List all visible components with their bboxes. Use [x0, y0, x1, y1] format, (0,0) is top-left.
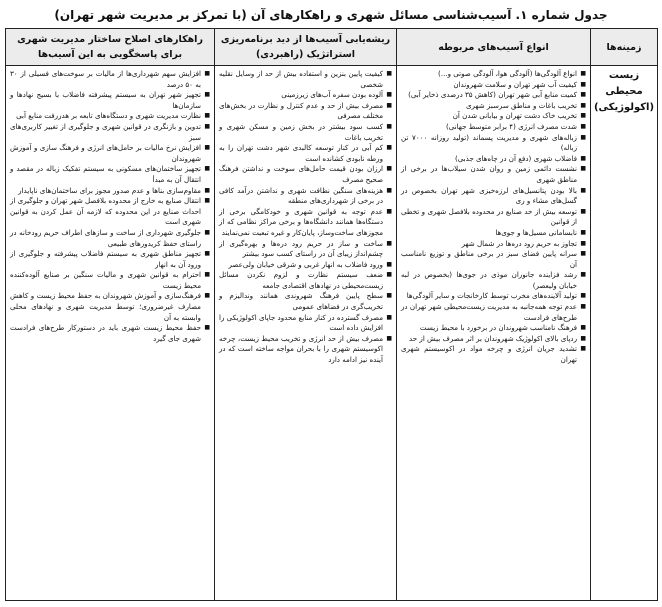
list-item: ■ تشدید جریان انرژی و چرخه مواد در اکوسیستم شهری تهران: [401, 344, 586, 365]
list-item: ■ آلوده بودن سفره آب‌های زیرزمینی: [219, 90, 392, 101]
list-item: ■ هزینه‌های سنگین نظافت شهری و نداشتن درآمد کافی در برخی از شهرداری‌های منطقه: [219, 186, 392, 207]
list-item: ■ کیفیت آب شهر تهران و سلامت شهروندان: [401, 80, 586, 91]
list-item: ■ نابسامانی مسیل‌ها و جوی‌ها: [401, 228, 586, 239]
list-item: ■ رشد فزاینده جانوران موذی در جوی‌ها (بخصوص در لبه خیابان ولیعصر): [401, 270, 586, 291]
list-item: ■ سرانه پایین فضای سبز در برخی مناطق و توزیع نامناسب آن: [401, 249, 586, 270]
list-item: ■ عدم توجه همه‌جانبه به مدیریت زیست‌محیطی شهر تهران در طرح‌های فرادست: [401, 302, 586, 323]
list-item: ■ زباله‌های شهری و مدیریت پسماند (تولید روزانه ۷۰۰۰ تن زباله): [401, 133, 586, 154]
header-types: انواع آسیب‌های مربوطه: [397, 29, 591, 66]
list-item: ■ فرهنگ‌سازی و آموزش شهروندان به حفظ محیط زیست و کاهش مصارف غیرضروری؛ توسط مدیریت شهری و نهادهای محلی وابسته به آن: [10, 291, 210, 323]
header-solutions: راهکارهای اصلاح ساختار مدیریت شهری برای پاسخگویی به این آسیب‌ها: [6, 29, 215, 66]
list-item: ■ کیفیت پایین بنزین و استفاده بیش از حد از وسایل نقلیه شخصی: [219, 69, 392, 90]
list-item: ■ تخریب خاک دشت تهران و بیابانی شدن آن: [401, 111, 586, 122]
domain-cell: زیست محیطی (اکولوژیکی): [591, 66, 658, 601]
roots-list: [216, 67, 395, 366]
solutions-cell: [6, 66, 215, 601]
list-item: ■ مقاوم‌سازی بناها و عدم صدور مجوز برای ساختمان‌های ناپایدار: [10, 186, 210, 197]
list-item: ■ ردپای بالای اکولوژیک شهروندان بر اثر مصرف بیش از حد: [401, 334, 586, 345]
list-item: ■ شدت مصرف انرژی (۴ برابر متوسط جهانی): [401, 122, 586, 133]
list-item: ■ ساخت و ساز در حریم رود دره‌ها و بهره‌گیری از چشم‌انداز زیبای آن در راستای کسب سود بیشتر: [219, 239, 392, 260]
list-item: ■ نظارت مدیریت شهری و دستگاه‌های تابعه بر هدررفت منابع آبی: [10, 111, 210, 122]
list-item: ■ کم آبی در کنار توسعه کالبدی شهر دشت تهران را به ورطه نابودی کشانده است: [219, 143, 392, 164]
list-item: ■ فرهنگ نامناسب شهروندان در برخورد با محیط زیست: [401, 323, 586, 334]
table-caption: جدول شماره ۱. آسیب‌شناسی مسائل شهری و راهکارهای آن (با تمرکز بر مدیریت شهر تهران): [54, 8, 608, 22]
table-header-row: [6, 29, 658, 66]
roots-cell: [215, 66, 397, 601]
list-item: ■ مصرف بیش از حد و عدم کنترل و نظارت در بخش‌های مختلف مصرفی: [219, 101, 392, 122]
list-item: ■ تدوین و بازنگری در قوانین شهری و جلوگیری از تغییر کاربری‌های سبز: [10, 122, 210, 143]
list-item: ■ افزایش نرخ مالیات بر حامل‌های انرژی و فرهنگ سازی و آموزش شهروندان: [10, 143, 210, 164]
header-roots: ریشه‌یابی آسیب‌ها از دید برنامه‌ریزی استراتژیک (راهبردی): [215, 29, 397, 66]
list-item: ■ تخریب باغات و مناطق سرسبز شهری: [401, 101, 586, 112]
list-item: ■ توسعه بیش از حد صنایع در محدوده بلافصل شهری و تخطی از قوانین: [401, 207, 586, 228]
list-item: ■ تجهیز مناطق شهری به سیستم فاضلاب پیشرفته و جلوگیری از ورود آن به انهار: [10, 249, 210, 270]
list-item: ■ تجهیز شهر تهران به سیستم پیشرفته فاضلاب با بسیج نهادها و سازمان‌ها: [10, 90, 210, 111]
list-item: ■ نشست دائمی زمین و روان شدن سیلاب‌ها در برخی از مناطق شهری: [401, 164, 586, 185]
list-item: ■ کسب سود بیشتر در بخش زمین و مسکن شهری و تخریب باغات: [219, 122, 392, 143]
list-item: ■ بالا بودن پتانسیل‌های لرزه‌خیزی شهر تهران بخصوص در گسل‌های مشاء و ری: [401, 186, 586, 207]
table-row: [6, 66, 658, 601]
list-item: ■ سطح پایین فرهنگ شهروندی همانند وندالیزم و تخریب‌گری در فضاهای عمومی: [219, 291, 392, 312]
list-item: ■ انتقال صنایع به خارج از محدوده بلافصل شهر تهران و جلوگیری از احداث صنایع در این محدوده که لازمه آن عمل کردن به قوانین شهری است: [10, 196, 210, 228]
list-item: ■ ورود فاضلاب به انهار غربی و شرقی خیابان ولی‌عصر: [219, 260, 392, 271]
list-item: ■ فاضلاب شهری (دفع آن در چاه‌های جذبی): [401, 154, 586, 165]
list-item: ■ کمیت منابع آبی شهر تهران (کاهش ۳۵ درصدی ذخایر آبی): [401, 90, 586, 101]
list-item: ■ تولید آلاینده‌های مخرب توسط کارخانجات و سایر آلودگی‌ها: [401, 291, 586, 302]
list-item: ■ عدم توجه به قوانین شهری و خودکامگی برخی از دستگاه‌ها همانند دانشگاه‌ها و برخی مراکز نظامی که از مجوزهای ساخت‌وساز، پایان‌کار و غیره تبعیت نمی‌نمایند: [219, 207, 392, 239]
list-item: ■ حفظ محیط زیست شهری باید در دستورکار طرح‌های فرادست شهری جای گیرد: [10, 323, 210, 344]
types-cell: [397, 66, 591, 601]
types-list: [398, 67, 589, 366]
list-item: ■ افزایش سهم شهرداری‌ها از مالیات بر سوخت‌های فسیلی از ۳۰ به ۵۰ درصد: [10, 69, 210, 90]
list-item: ■ مصرف بیش از حد انرژی و تخریب محیط زیست، چرخه اکوسیستم شهری را با بحران مواجه ساخته است که در آینده نیز ادامه دارد: [219, 334, 392, 366]
list-item: ■ تجاوز به حریم رود دره‌ها در شمال شهر: [401, 239, 586, 250]
list-item: ■ جلوگیری شهرداری از ساخت و سازهای اطراف حریم رودخانه در راستای حفظ کریدورهای طبیعی: [10, 228, 210, 249]
header-domain: زمینه‌ها: [591, 29, 658, 66]
list-item: ■ انواع آلودگی‌ها (آلودگی هوا، آلودگی صوتی و...): [401, 69, 586, 80]
solutions-list: [7, 67, 213, 344]
list-item: ■ ارزان بودن قیمت حامل‌های سوخت و نداشتن فرهنگ صحیح مصرف: [219, 164, 392, 185]
list-item: ■ تجهیز ساختمان‌های مسکونی به سیستم تفکیک زباله در مقصد و انتقال آن به مبدأ: [10, 164, 210, 185]
list-item: ■ ضعف سیستم نظارت و لزوم نکردن مسائل زیست‌محیطی در نهادهای اقتصادی جامعه: [219, 270, 392, 291]
list-item: ■ مصرف گسترده در کنار منابع محدود جاپای اکولوژیکی را افزایش داده است: [219, 313, 392, 334]
pathology-table: [5, 28, 658, 601]
list-item: ■ احترام به قوانین شهری و مالیات سنگین بر صنایع آلوده‌کننده محیط زیست: [10, 270, 210, 291]
